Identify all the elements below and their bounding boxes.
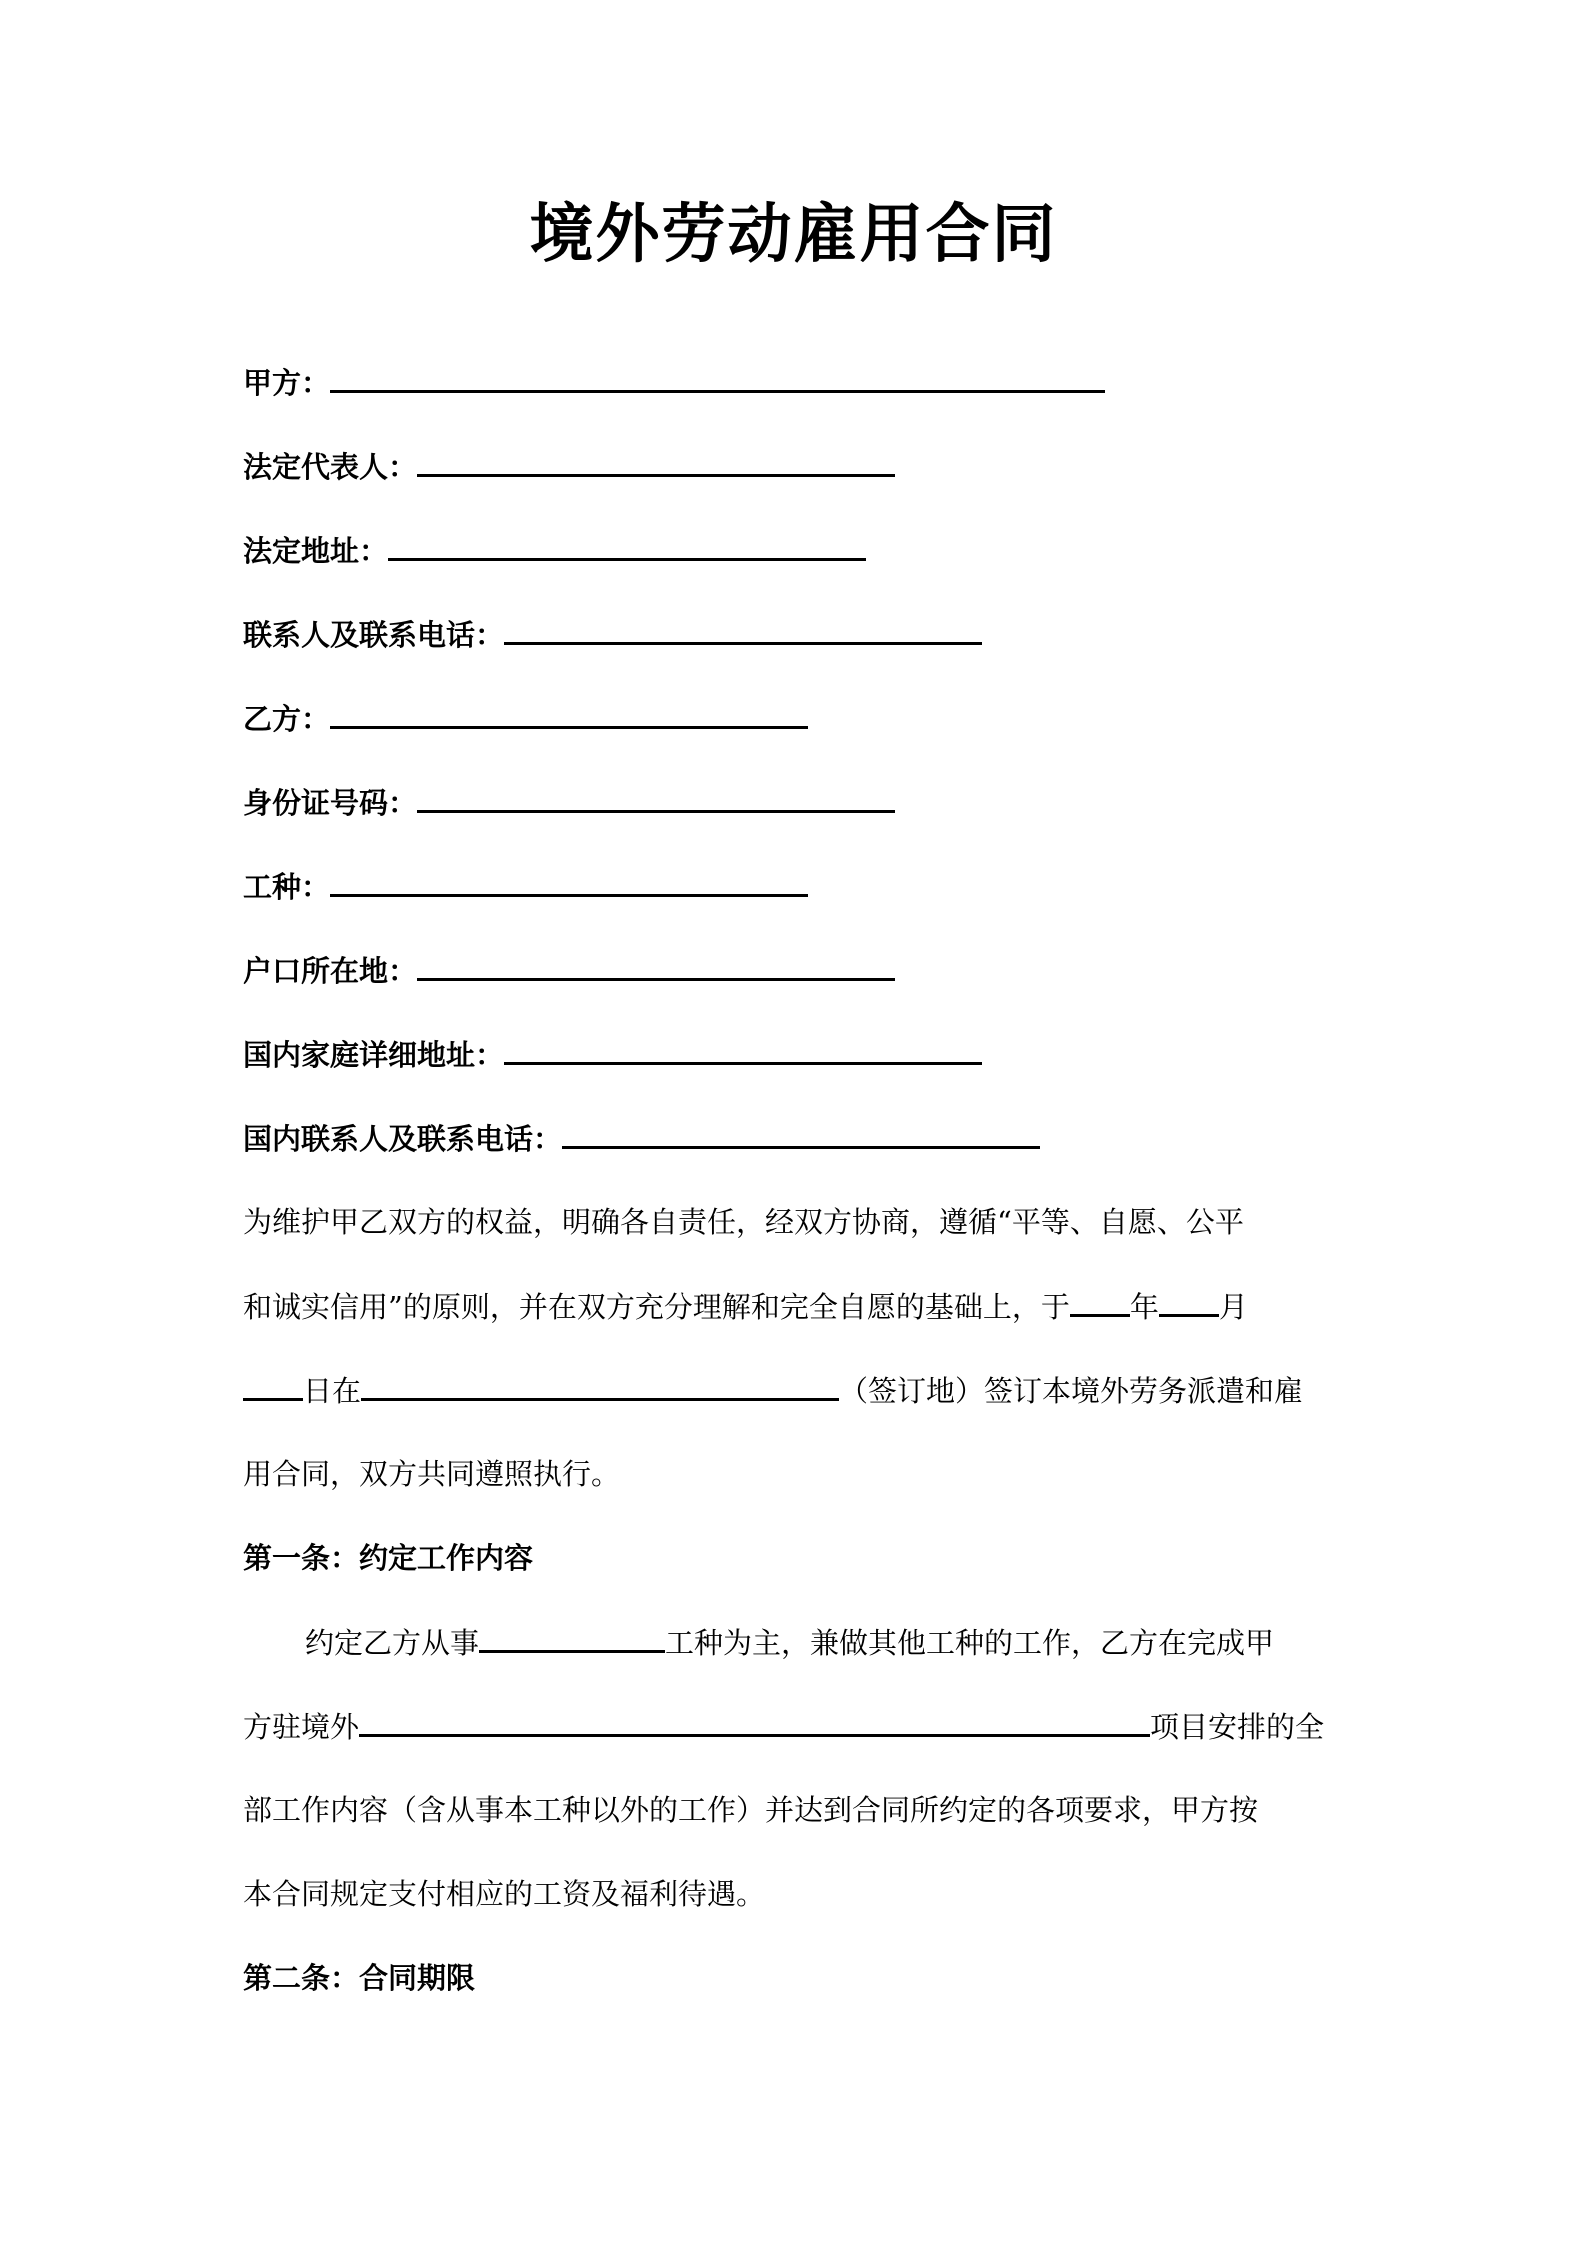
- field-label: 国内家庭详细地址：: [243, 1038, 505, 1072]
- paragraph-text: 本合同规定支付相应的工资及福利待遇。: [243, 1877, 766, 1911]
- field-label: 身份证号码：: [243, 786, 418, 820]
- field-label: 户口所在地：: [243, 954, 418, 988]
- field-domestic-contact: [243, 1118, 1040, 1159]
- paragraph-text: 工种为主，兼做其他工种的工作，乙方在完成甲: [665, 1626, 1275, 1660]
- field-legal-address: [243, 530, 866, 571]
- field-contact-a: [243, 614, 982, 655]
- project-blank[interactable]: [359, 1706, 1150, 1737]
- blank-underline[interactable]: [330, 362, 1105, 393]
- preamble-line-1: [243, 1202, 1244, 1242]
- field-label: 法定地址：: [243, 534, 389, 568]
- field-label: 工种：: [243, 870, 331, 904]
- preamble-line-4: [243, 1454, 620, 1494]
- paragraph-text: 为维护甲乙双方的权益，明确各自责任，经双方协商，遵循“平等、自愿、公平: [243, 1205, 1244, 1239]
- paragraph-text: 和诚实信用”的原则，并在双方充分理解和完全自愿的基础上，于: [243, 1290, 1070, 1324]
- blank-underline[interactable]: [417, 950, 895, 981]
- article-2-heading: 第二条：合同期限: [243, 1961, 476, 1995]
- blank-underline[interactable]: [504, 614, 982, 645]
- paragraph-text: 方驻境外: [243, 1710, 360, 1744]
- blank-underline[interactable]: [330, 698, 808, 729]
- field-label: 法定代表人：: [243, 450, 418, 484]
- month-blank[interactable]: [1159, 1286, 1219, 1317]
- blank-underline[interactable]: [330, 866, 808, 897]
- field-party-b: [243, 698, 808, 739]
- blank-underline[interactable]: [504, 1034, 982, 1065]
- paragraph-text: （签订地）签订本境外劳务派遣和雇: [839, 1374, 1304, 1408]
- blank-underline[interactable]: [417, 446, 895, 477]
- article-1-line-1: [243, 1622, 1274, 1663]
- document-title: 境外劳动雇用合同: [529, 197, 1058, 272]
- field-label: 国内联系人及联系电话：: [243, 1122, 563, 1156]
- article-1-line-4: [243, 1874, 765, 1914]
- blank-underline[interactable]: [417, 782, 895, 813]
- field-label: 联系人及联系电话：: [243, 618, 505, 652]
- field-legal-rep: [243, 446, 895, 487]
- preamble-line-3: [243, 1370, 1303, 1411]
- paragraph-text: 项目安排的全: [1150, 1710, 1325, 1744]
- blank-underline[interactable]: [562, 1118, 1040, 1149]
- year-blank[interactable]: [1070, 1286, 1130, 1317]
- job-type-blank[interactable]: [479, 1622, 665, 1653]
- field-label: 甲方：: [243, 366, 331, 400]
- preamble-line-2: [243, 1286, 1248, 1327]
- year-label: 年: [1129, 1290, 1159, 1324]
- blank-underline[interactable]: [388, 530, 866, 561]
- day-label: 日在: [303, 1374, 362, 1408]
- paragraph-text: 约定乙方从事: [305, 1626, 480, 1660]
- paragraph-text: 部工作内容（含从事本工种以外的工作）并达到合同所约定的各项要求，甲方按: [243, 1793, 1259, 1827]
- month-label: 月: [1218, 1290, 1248, 1324]
- article-1-line-3: [243, 1790, 1258, 1830]
- field-job-type: [243, 866, 808, 907]
- day-blank[interactable]: [243, 1370, 303, 1401]
- field-label: 乙方：: [243, 702, 331, 736]
- signing-place-blank[interactable]: [361, 1370, 839, 1401]
- article-1-heading: 第一条：约定工作内容: [243, 1541, 534, 1575]
- field-hukou: [243, 950, 895, 991]
- field-id-number: [243, 782, 895, 823]
- field-party-a: [243, 362, 1105, 403]
- field-home-address: [243, 1034, 982, 1075]
- article-1-line-2: [243, 1706, 1324, 1747]
- paragraph-text: 用合同，双方共同遵照执行。: [243, 1457, 621, 1491]
